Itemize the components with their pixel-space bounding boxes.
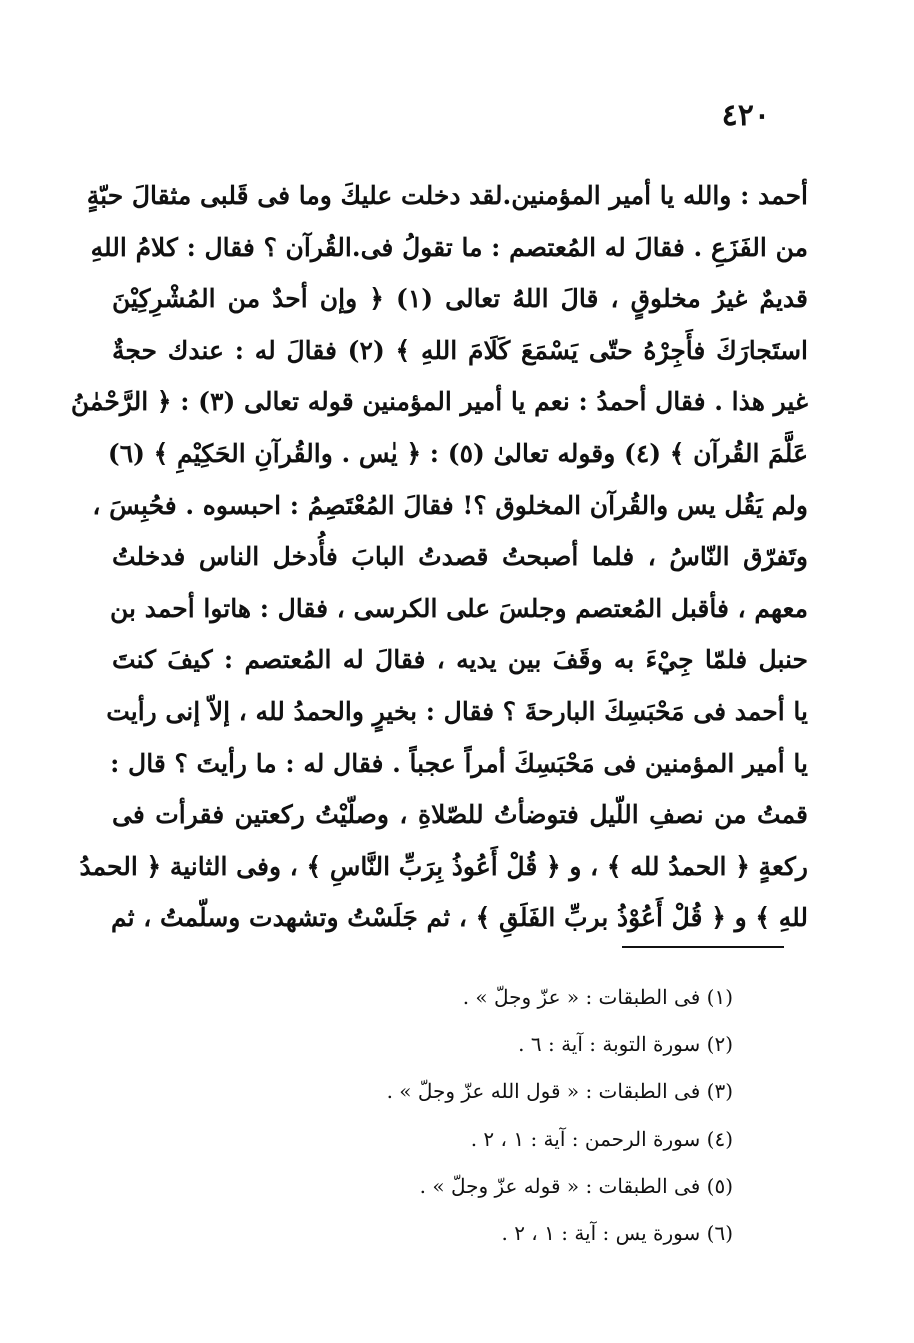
body-line: يا أحمد فى مَحْبَسِكَ البارحةَ ؟ فقال : بخيرٍ والحمدُ لله ، إلاّ إنى رأيت	[106, 696, 808, 726]
footnote-1: (١) فى الطبقات : « عزّ وجلّ » .	[462, 985, 733, 1009]
body-line: أحمد : والله يا أمير المؤمنين.لقد دخلت عليكَ وما فى قَلبى مثقالَ حبّةٍ	[86, 181, 808, 210]
body-line: قديمٌ غيرُ مخلوقٍ ، قالَ اللهُ تعالى (١) ﴿ وإن أحدٌ من المُشْرِكِيْنَ	[112, 284, 808, 314]
page-number: ٤٢٠	[721, 98, 770, 133]
body-line: حنبل فلمّا جِيْءَ به وقَفَ بين يديه ، فقالَ له المُعتصم : كيفَ كنتَ	[112, 645, 808, 675]
footnote-3: (٣) فى الطبقات : « قول الله عزّ وجلّ » .	[386, 1079, 733, 1104]
footnote-5: (٥) فى الطبقات : « قوله عزّ وجلّ » .	[419, 1173, 733, 1198]
body-line: غير هذا . فقال أحمدُ : نعم يا أمير المؤمنين قوله تعالى (٣) : ﴿ الرَّحْمٰنُ	[70, 387, 808, 417]
body-line: يا أمير المؤمنين فى مَحْبَسِكَ أمراً عجباً . فقال له : ما رأيتَ ؟ قال :	[110, 748, 808, 778]
footnotes-block	[300, 980, 733, 1263]
body-line: للهِ ﴾ و ﴿ قُلْ أَعُوْذُ بربِّ الفَلَقِ ﴾ ، ثم جَلَسْتُ وتشهدت وسلّمتُ ، ثم	[110, 903, 808, 933]
body-line: ركعةٍ ﴿ الحمدُ لله ﴾ ، و ﴿ قُلْ أَعُوذُ بِرَبِّ النَّاسِ ﴾ ، وفى الثانية ﴿ الحمدُ	[79, 851, 808, 881]
main-text-block	[70, 170, 808, 944]
footnote-2: (٢) سورة التوبة : آية : ٦ .	[518, 1032, 733, 1057]
footnote-4: (٤) سورة الرحمن : آية : ١ ، ٢ .	[470, 1126, 733, 1151]
body-line: استَجارَكَ فأَجِرْهُ حتّى يَسْمَعَ كَلَامَ اللهِ ﴾ (٢) فقالَ له : عندك حجةٌ	[112, 335, 808, 365]
footnote-divider	[622, 946, 784, 948]
footnote-6: (٦) سورة يس : آية : ١ ، ٢ .	[501, 1220, 733, 1245]
body-line: قمتُ من نصفِ اللّيل فتوضأتُ للصّلاةِ ، وصلّيْتُ ركعتين فقرأت فى	[112, 800, 808, 830]
body-line: معهم ، فأقبل المُعتصم وجلسَ على الكرسى ، فقال : هاتوا أحمد بن	[110, 593, 808, 623]
body-line: ولم يَقُل يس والقُرآن المخلوق ؟! فقالَ المُعْتَصِمُ : احبسوه . فحُبِسَ ،	[92, 490, 808, 520]
body-line: عَلَّمَ القُرآن ﴾ (٤) وقوله تعالىٰ (٥) : ﴿ يٰس . والقُرآنِ الحَكِيْمِ ﴾ (٦)	[107, 438, 808, 468]
body-line: من الفَزَعِ . فقالَ له المُعتصم : ما تقولُ فى.القُرآن ؟ فقال : كلامُ اللهِ	[90, 232, 808, 262]
body-line: وتَفرّق النّاسُ ، فلما أصبحتُ قصدتُ البابَ فأُدخل الناس فدخلتُ	[112, 542, 808, 572]
